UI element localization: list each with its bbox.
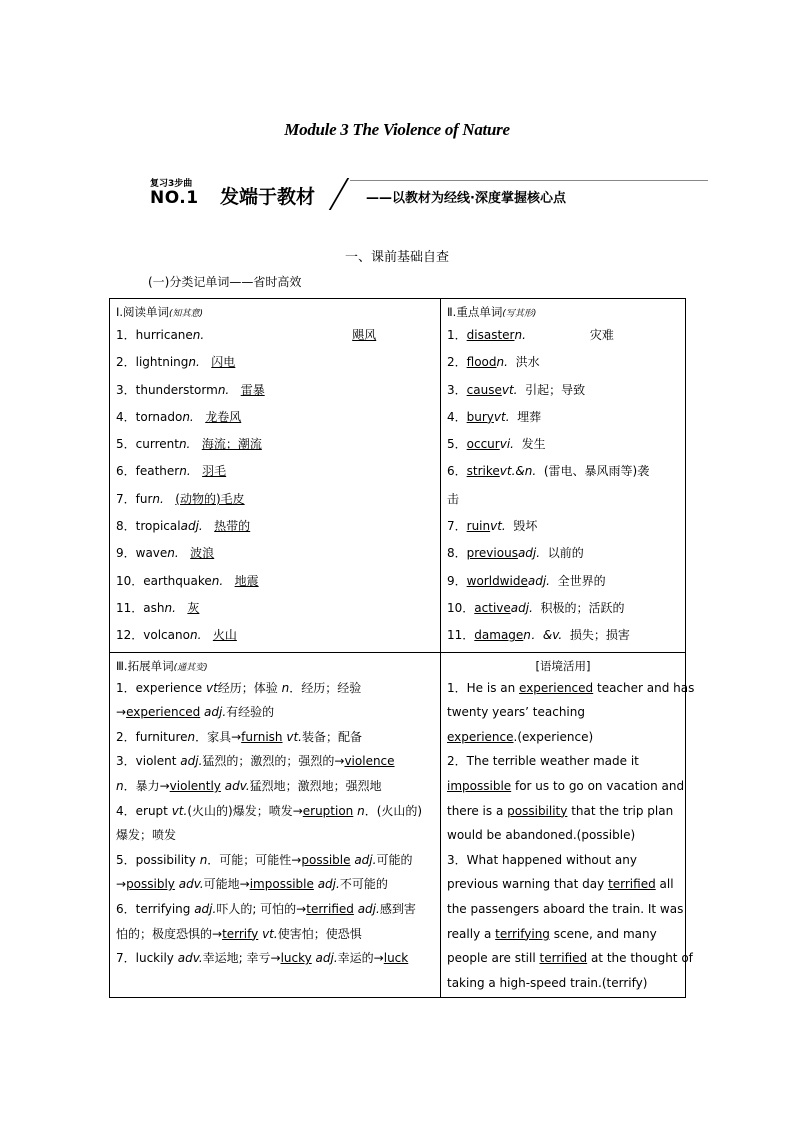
part-of-speech: adj. bbox=[353, 901, 380, 916]
part-of-speech: n. bbox=[188, 355, 200, 370]
arrow: → bbox=[116, 877, 127, 892]
banner-main-label: 发端于教材 bbox=[220, 186, 316, 208]
item-number: 2． bbox=[447, 355, 467, 370]
english-word: disaster bbox=[466, 328, 515, 342]
key-words-heading: Ⅱ.重点单词(写其形) bbox=[447, 305, 537, 319]
extended-word-line bbox=[116, 799, 434, 824]
answer-word: impossible bbox=[249, 877, 314, 892]
english-word: lightning bbox=[135, 355, 189, 370]
line-text: 7．luckily bbox=[116, 951, 178, 966]
reading-word-item bbox=[116, 322, 434, 349]
line-text: 吓人的; 可怕的→ bbox=[216, 901, 307, 916]
reading-word-item bbox=[116, 540, 434, 567]
part-of-speech: adj. bbox=[180, 519, 203, 534]
english-word: earthquake bbox=[143, 573, 212, 588]
english-word: active bbox=[474, 600, 511, 615]
reading-words-cell bbox=[110, 299, 441, 653]
key-word-item bbox=[447, 622, 679, 649]
item-number: 3． bbox=[116, 382, 136, 397]
section-banner bbox=[148, 176, 708, 210]
part-of-speech: vt.&n. bbox=[499, 464, 537, 479]
chinese-meaning: 积极的；活跃的 bbox=[540, 600, 625, 615]
banner-number: NO.1 bbox=[150, 188, 199, 208]
english-word: wave bbox=[135, 546, 168, 561]
part-of-speech: adv. bbox=[177, 951, 203, 966]
chinese-meaning: 海流；潮流 bbox=[201, 437, 262, 452]
extended-words-heading: Ⅲ.拓展单词(通其变) bbox=[116, 658, 208, 673]
line-text: 有经验的 bbox=[226, 705, 275, 720]
part-of-speech: n bbox=[187, 729, 196, 744]
part-of-speech: adj. bbox=[350, 852, 377, 867]
extended-word-line bbox=[116, 922, 434, 947]
part-of-speech: vt. bbox=[493, 409, 510, 424]
usage-sentence-line bbox=[447, 823, 679, 848]
key-word-item bbox=[447, 595, 679, 622]
part-of-speech: adj. bbox=[313, 877, 340, 892]
usage-sentence-line bbox=[447, 971, 679, 996]
extended-word-line bbox=[116, 872, 434, 897]
english-word: damage bbox=[474, 628, 524, 643]
item-number: 7． bbox=[116, 491, 136, 506]
line-text: 可能地→ bbox=[203, 877, 250, 892]
part-of-speech: n bbox=[116, 778, 124, 793]
english-word: worldwide bbox=[466, 573, 528, 588]
part-of-speech: n. bbox=[182, 409, 194, 424]
item-number: 11． bbox=[447, 628, 475, 643]
extended-word-line bbox=[116, 725, 434, 750]
chinese-meaning: (雷电、暴风雨等)袭 bbox=[543, 464, 650, 479]
answer-word: luck bbox=[383, 951, 409, 966]
chinese-meaning: 以前的 bbox=[547, 546, 584, 561]
reading-words-heading: Ⅰ.阅读单词(知其意) bbox=[116, 305, 204, 319]
page-title: Module 3 The Violence of Nature bbox=[284, 120, 510, 139]
reading-word-list bbox=[116, 322, 434, 650]
english-word: flood bbox=[466, 355, 497, 370]
part-of-speech: n. bbox=[152, 491, 164, 506]
answer-word: terrified bbox=[608, 877, 656, 892]
line-text: 使害怕；使恐惧 bbox=[277, 926, 362, 941]
key-word-item bbox=[447, 568, 679, 595]
key-word-item bbox=[447, 404, 679, 431]
extended-word-line bbox=[116, 897, 434, 922]
extended-word-list bbox=[116, 676, 434, 971]
answer-word: experience bbox=[447, 729, 514, 744]
item-number: 5． bbox=[116, 437, 136, 452]
extended-word-line bbox=[116, 946, 434, 971]
line-text: 4．erupt bbox=[116, 803, 172, 818]
chinese-meaning: 损失；损害 bbox=[569, 628, 630, 643]
english-word: current bbox=[135, 437, 179, 452]
line-text: (火山的)爆发；喷发→ bbox=[187, 803, 303, 818]
usage-sentence-line bbox=[447, 897, 684, 922]
chinese-meaning: 灰 bbox=[187, 600, 200, 615]
reading-word-item bbox=[116, 622, 434, 649]
answer-word: terrified bbox=[306, 901, 354, 916]
chinese-meaning: 引起；导致 bbox=[525, 382, 586, 397]
key-word-item bbox=[447, 513, 679, 540]
item-number: 10． bbox=[447, 600, 475, 615]
part-of-speech: vt bbox=[205, 680, 218, 695]
answer-word: lucky bbox=[280, 951, 312, 966]
reading-word-item bbox=[116, 404, 434, 431]
usage-sentence-line bbox=[447, 676, 695, 701]
sentence-text: really a bbox=[447, 926, 496, 941]
english-word: bury bbox=[466, 409, 494, 424]
line-text: 可能的 bbox=[376, 852, 413, 867]
line-text: 1．experience bbox=[116, 680, 206, 695]
line-text: ．(火山的) bbox=[364, 803, 423, 818]
key-word-item bbox=[447, 431, 679, 458]
part-of-speech: adj. bbox=[194, 901, 217, 916]
chinese-meaning: 埋葬 bbox=[517, 409, 542, 424]
sentence-text: .(experience) bbox=[513, 729, 594, 744]
part-of-speech: adj. bbox=[200, 705, 227, 720]
chinese-meaning: 灾难 bbox=[589, 328, 614, 342]
reading-word-item bbox=[116, 595, 434, 622]
item-number: 8． bbox=[116, 519, 136, 534]
part-of-speech: n. bbox=[189, 628, 202, 643]
part-of-speech: n. bbox=[164, 600, 176, 615]
line-text: 猛烈地；激烈地；强烈地 bbox=[249, 778, 382, 793]
item-number: 3． bbox=[447, 382, 467, 397]
sentence-text: at the thought of bbox=[587, 951, 693, 966]
answer-word: terrified bbox=[539, 951, 588, 966]
part-of-speech: n. bbox=[217, 382, 230, 397]
reading-word-item bbox=[116, 568, 434, 595]
english-word: ruin bbox=[466, 519, 491, 534]
chinese-meaning: 龙卷风 bbox=[205, 409, 242, 424]
answer-word: possibility bbox=[507, 803, 568, 818]
usage-sentence-line bbox=[447, 848, 679, 873]
part-of-speech: adj. bbox=[510, 600, 533, 615]
item-number: 7． bbox=[447, 519, 467, 534]
sentence-text: previous warning that day bbox=[447, 877, 609, 892]
answer-word: terrify bbox=[222, 926, 259, 941]
english-word: hurricane bbox=[135, 328, 193, 342]
part-of-speech: adj. bbox=[517, 546, 541, 561]
extended-word-line bbox=[116, 749, 434, 774]
reading-word-item bbox=[116, 458, 434, 485]
sentence-text: teacher and has bbox=[593, 680, 695, 695]
extended-word-line bbox=[116, 848, 434, 873]
line-text: 爆发；喷发 bbox=[116, 828, 177, 843]
part-of-speech: adv. bbox=[174, 877, 204, 892]
chinese-meaning: 地震 bbox=[234, 573, 259, 588]
answer-word: possibly bbox=[126, 877, 175, 892]
part-of-speech: n bbox=[281, 680, 290, 695]
item-number: 2． bbox=[116, 355, 136, 370]
part-of-speech: vt. bbox=[490, 519, 506, 534]
part-of-speech: vt. bbox=[282, 729, 302, 744]
chinese-meaning: 热带的 bbox=[214, 519, 251, 534]
usage-sentence-line bbox=[447, 749, 679, 774]
part-of-speech: vt. bbox=[501, 382, 518, 397]
reading-word-item bbox=[116, 486, 434, 513]
chinese-meaning: 飓风 bbox=[352, 328, 377, 342]
answer-word: violently bbox=[169, 778, 221, 793]
sentence-text: 1．He is an bbox=[447, 680, 520, 695]
english-word: tornado bbox=[135, 409, 183, 424]
sentence-text: people are still bbox=[447, 951, 540, 966]
english-word: volcano bbox=[143, 628, 190, 643]
usage-cell bbox=[441, 652, 695, 998]
english-word: thunderstorm bbox=[135, 382, 218, 397]
part-of-speech: adj. bbox=[180, 754, 203, 769]
sentence-text: the passengers aboard the train. It was bbox=[447, 901, 684, 916]
line-text: ．经历；经验 bbox=[289, 680, 362, 695]
usage-sentence-line bbox=[447, 946, 693, 971]
reading-word-item bbox=[116, 377, 434, 404]
line-text: ．暴力→ bbox=[123, 778, 170, 793]
usage-sentence-line bbox=[447, 774, 685, 799]
extended-word-line bbox=[116, 700, 434, 725]
usage-sentence-line bbox=[447, 725, 679, 750]
usage-sentence-line bbox=[447, 872, 679, 897]
key-word-item bbox=[447, 458, 679, 485]
key-word-item bbox=[447, 349, 679, 376]
chinese-meaning: 发生 bbox=[521, 437, 546, 452]
usage-sentence-line bbox=[447, 799, 679, 824]
extended-words-cell bbox=[110, 652, 441, 998]
item-number: 9． bbox=[447, 573, 467, 588]
key-word-continuation bbox=[447, 486, 679, 513]
line-text: 猛烈的；激烈的；强烈的→ bbox=[202, 754, 345, 769]
sentence-text: 2．The terrible weather made it bbox=[447, 754, 639, 769]
line-text: 6．terrifying bbox=[116, 901, 195, 916]
line-text: 3．violent bbox=[116, 754, 181, 769]
english-word: tropical bbox=[135, 519, 181, 534]
sentence-text: taking a high-speed train.(terrify) bbox=[447, 975, 648, 990]
english-word: occur bbox=[466, 437, 500, 452]
part-of-speech: n. bbox=[496, 355, 508, 370]
chinese-meaning: 洪水 bbox=[515, 355, 540, 370]
part-of-speech: vt. bbox=[171, 803, 188, 818]
sentence-text: 3．What happened without any bbox=[447, 852, 637, 867]
sentence-text: would be abandoned.(possible) bbox=[447, 828, 636, 843]
answer-word: experienced bbox=[519, 680, 594, 695]
chinese-meaning-cont: 击 bbox=[447, 491, 460, 506]
item-number: 4． bbox=[447, 409, 467, 424]
part-of-speech: n bbox=[353, 803, 365, 818]
line-text: 5．possibility bbox=[116, 852, 200, 867]
part-of-speech: vi. bbox=[499, 437, 514, 452]
answer-word: terrifying bbox=[495, 926, 550, 941]
extended-word-line bbox=[116, 676, 434, 701]
banner-subtitle: ——以教材为经线·深度掌握核心点 bbox=[366, 191, 566, 206]
part-of-speech: n. bbox=[514, 328, 526, 342]
answer-word: violence bbox=[344, 754, 395, 769]
sentence-text: for us to go on vacation and bbox=[511, 778, 685, 793]
item-number: 9． bbox=[116, 546, 136, 561]
english-word: feather bbox=[135, 464, 180, 479]
arrow: → bbox=[116, 705, 127, 720]
chinese-meaning: 毁坏 bbox=[513, 519, 538, 534]
key-word-item bbox=[447, 540, 679, 567]
sentence-text: twenty years’ teaching bbox=[447, 705, 585, 720]
item-number: 11． bbox=[116, 600, 144, 615]
vocabulary-table bbox=[109, 298, 695, 998]
line-text: ．家具→ bbox=[195, 729, 242, 744]
reading-word-item bbox=[116, 349, 434, 376]
sentence-text: that the trip plan bbox=[567, 803, 674, 818]
line-text: 幸运地; 幸亏→ bbox=[202, 951, 281, 966]
chinese-meaning: 全世界的 bbox=[557, 573, 606, 588]
line-text: 经历；体验 bbox=[217, 680, 282, 695]
item-number: 12． bbox=[116, 628, 144, 643]
part-of-speech: n．&v. bbox=[523, 628, 563, 643]
line-text: 幸运的→ bbox=[337, 951, 384, 966]
item-number: 10． bbox=[116, 573, 144, 588]
sentence-text: all bbox=[655, 877, 674, 892]
answer-word: experienced bbox=[126, 705, 201, 720]
chinese-meaning: 波浪 bbox=[190, 546, 215, 561]
line-text: 不可能的 bbox=[339, 877, 388, 892]
item-number: 5． bbox=[447, 437, 467, 452]
reading-word-item bbox=[116, 513, 434, 540]
line-text: 2．furniture bbox=[116, 729, 188, 744]
sentence-text: there is a bbox=[447, 803, 508, 818]
usage-heading: [语境活用] bbox=[535, 658, 591, 673]
subsection-heading: (一)分类记单词——省时高效 bbox=[148, 275, 302, 289]
answer-word: furnish bbox=[241, 729, 283, 744]
part-of-speech: n. bbox=[179, 464, 191, 479]
banner-slash-divider bbox=[329, 178, 349, 210]
usage-sentence-line bbox=[447, 700, 679, 725]
extended-word-line bbox=[116, 774, 434, 799]
chinese-meaning: 火山 bbox=[212, 628, 237, 643]
chinese-meaning: 羽毛 bbox=[202, 464, 227, 479]
english-word: fur bbox=[135, 491, 153, 506]
english-word: strike bbox=[466, 464, 500, 479]
part-of-speech: adv. bbox=[220, 778, 250, 793]
item-number: 8． bbox=[447, 546, 467, 561]
part-of-speech: adj. bbox=[527, 573, 550, 588]
banner-small-label: 复习3步曲 bbox=[150, 179, 193, 189]
item-number: 1． bbox=[116, 328, 136, 342]
part-of-speech: n. bbox=[167, 546, 179, 561]
part-of-speech: vt. bbox=[258, 926, 278, 941]
usage-sentence-list bbox=[447, 676, 695, 996]
answer-word: impossible bbox=[447, 778, 512, 793]
line-text: ．可能；可能性→ bbox=[207, 852, 302, 867]
reading-word-item bbox=[116, 431, 434, 458]
sentence-text: scene, and many bbox=[549, 926, 657, 941]
chinese-meaning: 雷暴 bbox=[240, 382, 265, 397]
part-of-speech: n bbox=[199, 852, 208, 867]
key-word-item bbox=[447, 322, 679, 349]
part-of-speech: n. bbox=[192, 328, 205, 342]
key-words-cell bbox=[441, 299, 686, 653]
usage-sentence-line bbox=[447, 922, 679, 947]
chinese-meaning: (动物的)毛皮 bbox=[175, 491, 245, 506]
part-of-speech: n. bbox=[178, 437, 191, 452]
line-text: 感到害 bbox=[379, 901, 416, 916]
line-text: 装备；配备 bbox=[301, 729, 362, 744]
part-of-speech: n. bbox=[211, 573, 224, 588]
section-heading: 一、课前基础自查 bbox=[344, 250, 449, 265]
chinese-meaning: 闪电 bbox=[211, 355, 236, 370]
banner-rule bbox=[350, 180, 708, 181]
item-number: 4． bbox=[116, 409, 136, 424]
item-number: 1． bbox=[447, 328, 467, 342]
key-word-item bbox=[447, 377, 679, 404]
item-number: 6． bbox=[116, 464, 136, 479]
key-word-list bbox=[447, 322, 679, 650]
extended-word-line bbox=[116, 823, 434, 848]
english-word: ash bbox=[143, 600, 165, 615]
item-number: 6． bbox=[447, 464, 467, 479]
answer-word: possible bbox=[301, 852, 351, 867]
part-of-speech: adj. bbox=[311, 951, 338, 966]
line-text: 怕的；极度恐惧的→ bbox=[116, 926, 223, 941]
answer-word: eruption bbox=[302, 803, 354, 818]
english-word: cause bbox=[466, 382, 502, 397]
english-word: previous bbox=[466, 546, 518, 561]
